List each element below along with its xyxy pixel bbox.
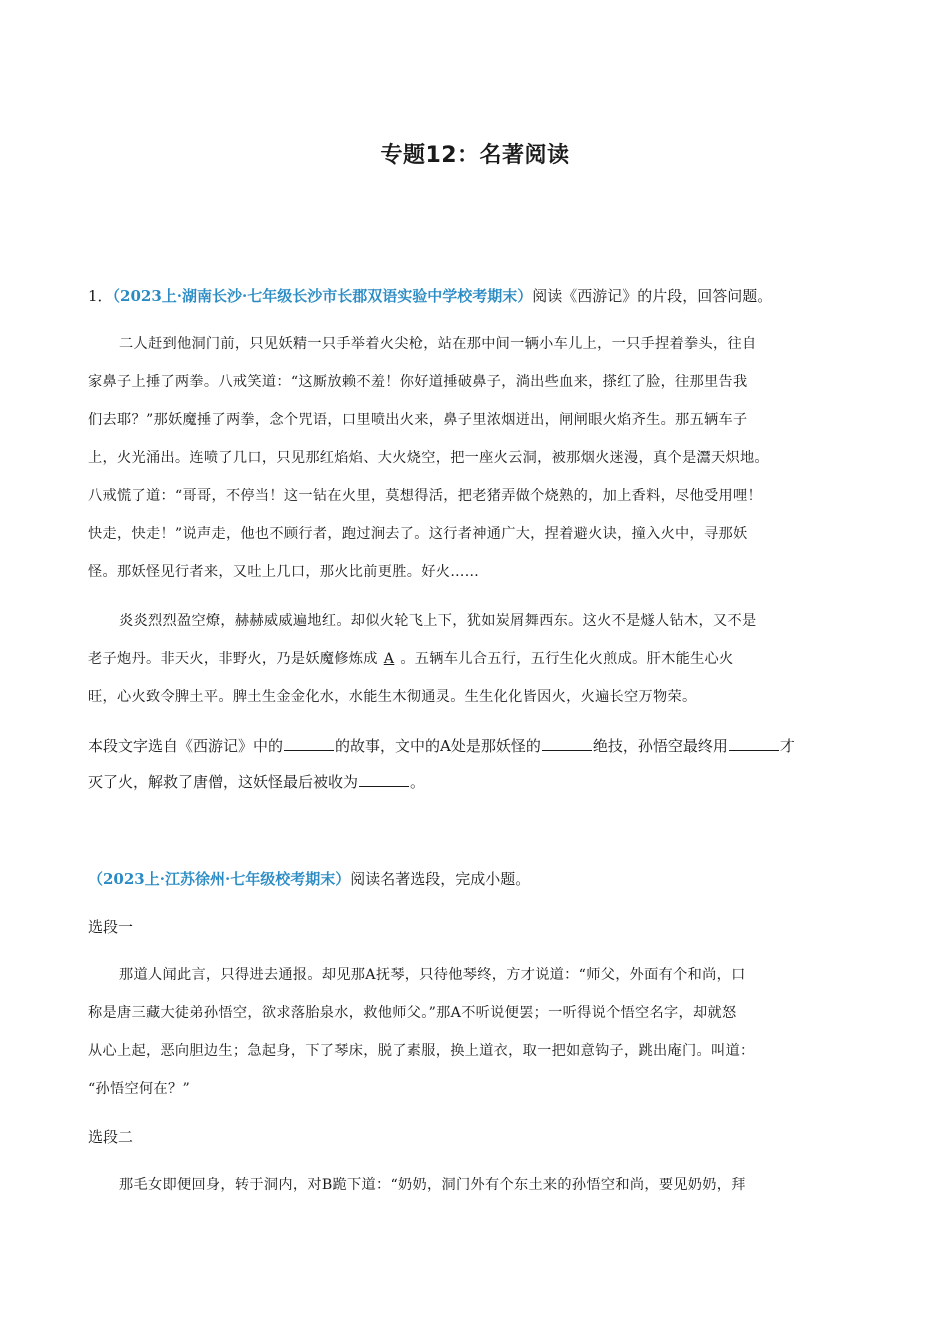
passage-line: 那毛女即便回身，转于洞内，对B跪下道：“奶奶，洞门外有个东土来的孙悟空和尚，要见奶奶，拜 xyxy=(119,1177,746,1193)
passage-line: 快走，快走！”说声走，他也不顾行者，跑过涧去了。这行者神通广大，捏着避火诀，撞入火中，寻那妖 xyxy=(88,526,748,542)
question-part: 才 xyxy=(779,737,795,755)
question-1-header xyxy=(88,286,862,306)
question-source: （2023上·湖南长沙·七年级长沙市长郡双语实验中学校考期末） xyxy=(112,287,533,305)
question-text xyxy=(88,736,862,756)
fill-blank[interactable] xyxy=(729,736,779,751)
passage-line xyxy=(88,649,862,669)
passage-line: 二人赶到他洞门前，只见妖精一只手举着火尖枪，站在那中间一辆小车儿上，一只手捏着拳头，往自 xyxy=(119,336,757,352)
question-prompt: 阅读名著选段，完成小题。 xyxy=(350,870,531,888)
passage-line: 们去耶？”那妖魔捶了两拳，念个咒语，口里喷出火来，鼻子里浓烟迸出，闸闸眼火焰齐生。那五辆车子 xyxy=(88,412,748,428)
passage-line: 家鼻子上捶了两拳。八戒笑道：“这厮放赖不羞！你好道捶破鼻子，淌出些血来，搽红了脸，往那里告我 xyxy=(88,374,748,390)
question-2-header xyxy=(88,869,862,889)
passage-text: 老子炮丹。非天火，非野火，乃是妖魔修炼成 xyxy=(88,651,378,667)
question-part: 本段文字选自《西游记》中的 xyxy=(88,737,284,755)
passage-line: 称是唐三藏大徒弟孙悟空，欲求落胎泉水，救他师父。”那A不听说便罢；一听得说个悟空名字，却就怒 xyxy=(88,1005,737,1021)
question-part: 的故事，文中的A处是那妖怪的 xyxy=(335,737,541,755)
passage-line: 炎炎烈烈盈空燎，赫赫威威遍地红。却似火轮飞上下，犹如炭屑舞西东。这火不是燧人钻木，又不是 xyxy=(119,613,757,629)
passage-line: 那道人闻此言，只得进去通报。却见那A抚琴，只待他琴终，方才说道：“师父，外面有个和尚，口 xyxy=(119,967,746,983)
passage-line: 怪。那妖怪见行者来，又吐上几口，那火比前更胜。好火…… xyxy=(88,564,480,580)
page-title: 专题12：名著阅读 xyxy=(380,143,570,168)
question-prompt: 阅读《西游记》的片段，回答问题。 xyxy=(532,287,773,305)
question-part: 绝技，孙悟空最终用 xyxy=(592,737,728,755)
question-source: （2023上·江苏徐州·七年级校考期末） xyxy=(88,870,351,888)
question-part: 灭了火，解救了唐僧，这妖怪最后被收为 xyxy=(88,773,359,791)
fill-blank[interactable] xyxy=(284,736,334,751)
passage-line: 上，火光涌出。连喷了几口，只见那红焰焰、大火烧空，把一座火云洞，被那烟火迷漫，真个是灊天炽地。 xyxy=(88,450,769,466)
fill-blank[interactable] xyxy=(542,736,592,751)
answer-marker-a: A xyxy=(383,651,395,667)
passage-line: “孙悟空何在？” xyxy=(88,1081,191,1097)
passage-line: 从心上起，恶向胆边生；急起身，下了琴床，脱了素服，换上道衣，取一把如意钩子，跳出庵门。叫道： xyxy=(88,1043,755,1059)
passage-text: 。五辆车儿合五行，五行生化火煎成。肝木能生心火 xyxy=(400,651,734,667)
question-number: 1． xyxy=(88,287,113,305)
fill-blank[interactable] xyxy=(359,772,409,787)
question-part: 。 xyxy=(410,773,426,791)
passage-line: 八戒慌了道：“哥哥，不停当！这一钻在火里，莫想得活，把老猪弄做个烧熟的，加上香料，尽他受用哩！ xyxy=(88,488,762,504)
question-text xyxy=(88,772,862,792)
excerpt-label: 选段一 xyxy=(88,918,134,936)
excerpt-label: 选段二 xyxy=(88,1128,134,1146)
passage-line: 旺，心火致令脾土平。脾土生金金化水，水能生木彻通灵。生生化化皆因火，火遍长空万物荣。 xyxy=(88,689,697,705)
